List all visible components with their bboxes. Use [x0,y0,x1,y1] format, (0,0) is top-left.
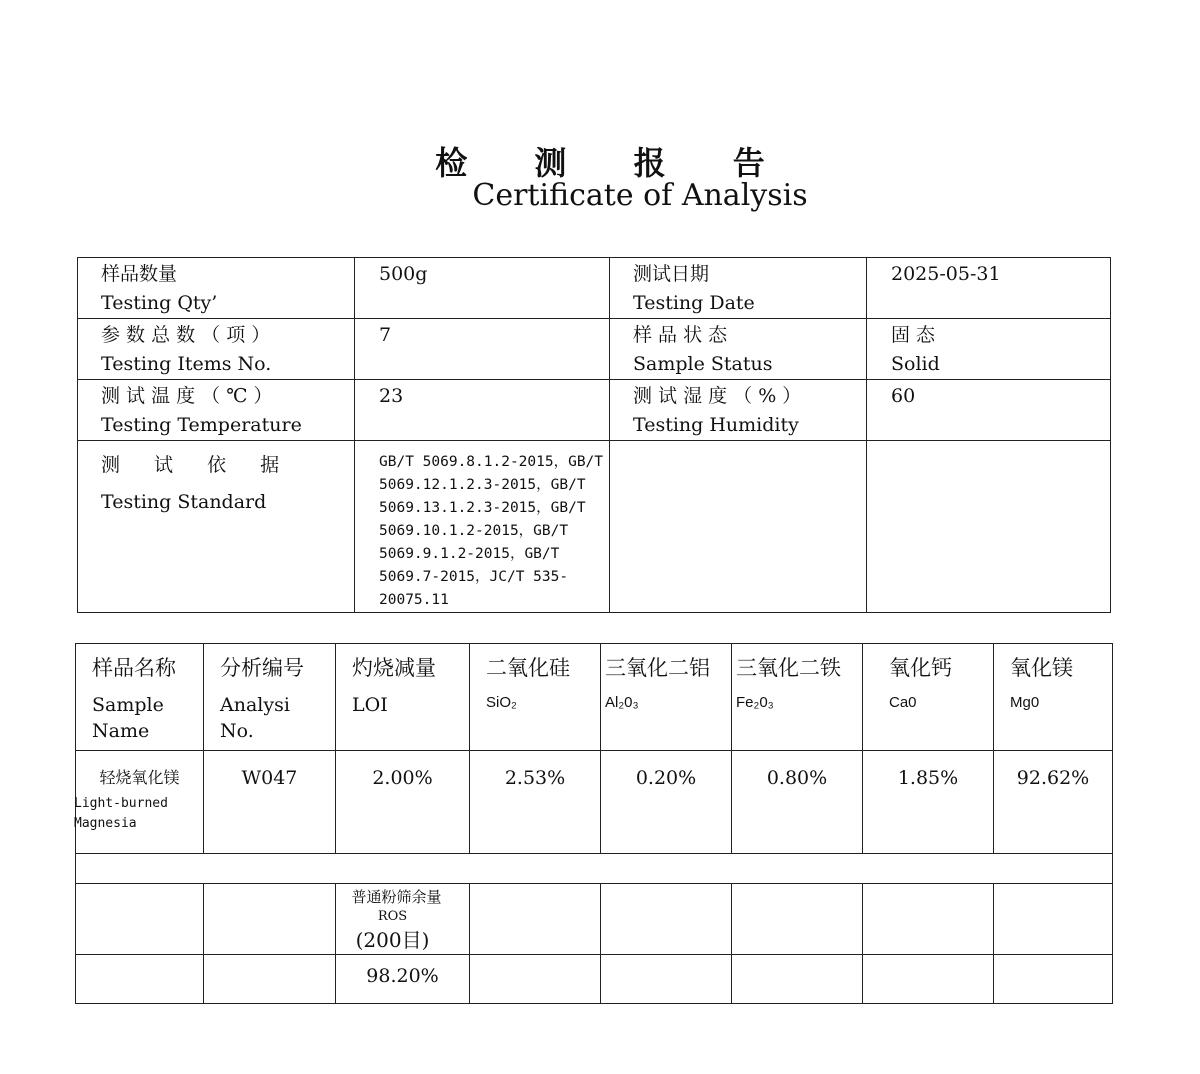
header-en-line: Sample [92,694,164,716]
analysis-header-row [76,644,1113,751]
header-mgo [994,644,1113,751]
header-sample-name [76,644,204,751]
empty-cell [610,441,867,613]
ros-label-cn: 普通粉筛余量 [351,888,442,906]
header-loi [336,644,470,751]
standard-line: 20075.11 [379,592,449,608]
standard-line: 5069.13.1.2.3-2015，GB/T [379,500,586,516]
header-en: LOI [352,694,388,716]
ros-label [336,884,470,955]
hum-label [610,380,867,441]
standard-line: 5069.9.1.2-2015，GB/T [379,546,560,562]
ros-value: 98.20% [336,955,470,1004]
header-en-line: Name [92,720,150,742]
header-cn: 二氧化硅 [486,656,570,680]
header-analysis-no [204,644,336,751]
qty-label [78,258,355,319]
header-cao [863,644,994,751]
standard-value [355,441,610,613]
al2o3-value: 0.20% [601,751,732,854]
ros-value-row [76,955,1113,1004]
hum-label-en: Testing Humidity [633,414,799,436]
standard-line: 5069.12.1.2.3-2015，GB/T [379,477,586,493]
header-cn: 氧化钙 [889,656,952,680]
empty-cell [863,884,994,955]
date-value: 2025-05-31 [867,258,1111,319]
sample-name-cn: 轻烧氧化镁 [99,768,180,787]
cao-value: 1.85% [863,751,994,854]
header-en [220,692,335,744]
header-cn: 三氧化二铁 [736,656,841,680]
header-formula: Al₂0₃ [605,694,639,711]
empty-cell [994,884,1113,955]
info-row-standard [78,441,1111,613]
header-sio2 [470,644,601,751]
standard-line: GB/T 5069.8.1.2-2015，GB/T [379,454,604,470]
status-value-en: Solid [891,353,940,375]
items-label [78,319,355,380]
date-label-cn: 测试日期 [633,263,710,285]
blank-row [76,854,1113,884]
sample-name-en-line: Magnesia [74,816,137,831]
status-label [610,319,867,380]
report-title-en: Certificate of Analysis [472,178,808,213]
empty-cell [470,884,601,955]
items-label-en: Testing Items No. [101,353,272,375]
sio2-value: 2.53% [470,751,601,854]
empty-cell [76,955,204,1004]
analysis-table [75,643,1113,1004]
standard-line: 5069.7-2015，JC/T 535- [379,569,569,585]
date-label [610,258,867,319]
ros-mesh: (200目) [355,928,430,952]
header-en [92,692,203,744]
sample-name-en [74,794,203,834]
header-formula: Mg0 [1010,694,1040,711]
header-al2o3 [601,644,732,751]
standard-label [78,441,355,613]
info-table [77,257,1111,613]
standard-line: 5069.10.1.2-2015，GB/T [379,523,569,539]
standard-label-cn: 测 试 依 据 [101,454,294,476]
header-en-line: No. [220,720,254,742]
empty-cell [204,955,336,1004]
empty-cell [76,854,1113,884]
standard-label-en: Testing Standard [101,491,267,513]
analysis-data-row [76,751,1113,854]
mgo-value: 92.62% [994,751,1113,854]
empty-cell [863,955,994,1004]
ros-header-row [76,884,1113,955]
qty-label-cn: 样品数量 [101,263,178,285]
hum-label-cn: 测 试 湿 度 （ % ） [633,385,802,407]
empty-cell [76,884,204,955]
date-label-en: Testing Date [633,292,755,314]
hum-value: 60 [867,380,1111,441]
empty-cell [470,955,601,1004]
fe2o3-value: 0.80% [732,751,863,854]
status-value-cn: 固 态 [891,324,936,346]
sample-name-cell [76,751,204,854]
info-row-items [78,319,1111,380]
empty-cell [994,955,1113,1004]
header-cn: 分析编号 [220,656,304,680]
header-formula: SiO₂ [486,694,517,711]
header-cn: 样品名称 [92,656,176,680]
qty-value: 500g [355,258,610,319]
temp-label-cn: 测 试 温 度 （ ℃ ） [101,385,273,407]
empty-cell [204,884,336,955]
empty-cell [867,441,1111,613]
temp-value: 23 [355,380,610,441]
qty-label-en: Testing Qty’ [101,292,218,314]
loi-value: 2.00% [336,751,470,854]
info-row-qty [78,258,1111,319]
empty-cell [601,955,732,1004]
status-value [867,319,1111,380]
info-row-temp [78,380,1111,441]
ros-label-en: ROS [377,909,408,924]
header-formula: Ca0 [889,694,917,711]
items-value: 7 [355,319,610,380]
temp-label [78,380,355,441]
report-title-cn: 检 测 报 告 [435,144,793,182]
items-label-cn: 参 数 总 数 （ 项 ） [101,324,271,346]
empty-cell [732,884,863,955]
empty-cell [601,884,732,955]
header-cn: 灼烧减量 [352,656,436,680]
header-fe2o3 [732,644,863,751]
status-label-cn: 样 品 状 态 [633,324,728,346]
header-formula: Fe₂0₃ [736,694,774,711]
header-en-line: Analysi [220,694,290,716]
empty-cell [732,955,863,1004]
temp-label-en: Testing Temperature [101,414,302,436]
sample-name-en-line: Light-burned [74,796,168,811]
header-cn: 三氧化二铝 [605,656,710,680]
status-label-en: Sample Status [633,353,773,375]
analysis-code: W047 [204,751,336,854]
header-cn: 氧化镁 [1010,656,1073,680]
